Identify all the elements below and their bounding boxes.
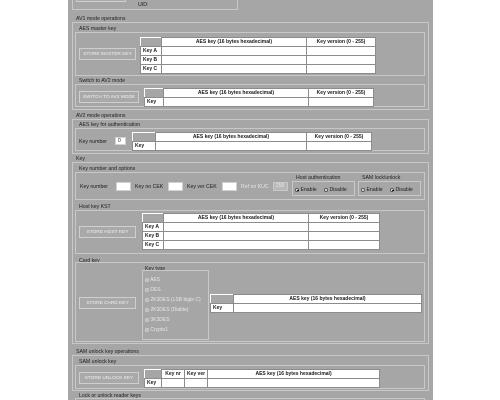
master-key-a-input[interactable] (162, 47, 307, 56)
master-key-row-a: Key A (141, 47, 162, 56)
key-type-2k3des-lsb-radio[interactable] (145, 298, 149, 302)
key-type-des-radio[interactable] (145, 288, 149, 292)
switch-key-version[interactable] (309, 98, 374, 107)
unlock-key-aes-input[interactable] (208, 379, 380, 388)
card-key-table (210, 294, 422, 313)
host-auth-disable[interactable] (324, 187, 347, 193)
key-type-3k3des-radio[interactable] (145, 318, 149, 322)
auth-key-number-label: Key number (79, 139, 107, 145)
key-type-aes[interactable] (145, 277, 160, 283)
sam-lock-enable-radio[interactable] (361, 188, 365, 192)
sam-lock-title: SAM lock/unlock (362, 175, 401, 181)
switch-key-table (144, 88, 374, 107)
unlock-key-col-aes: AES key (16 bytes hexadecimal) (208, 370, 380, 379)
host-auth-title: Host authentication (296, 175, 341, 181)
host-auth-disable-radio[interactable] (324, 188, 328, 192)
sam-lock-disable[interactable] (390, 187, 413, 193)
host-key-a-version[interactable] (309, 223, 380, 232)
key-type-aes-radio[interactable] (145, 278, 149, 282)
master-key-table (140, 37, 376, 74)
auth-key-title: AES key for authentication (79, 122, 141, 128)
key-type-title: Key type (145, 266, 166, 272)
key-ver-cek-label: Key ver CEK (187, 184, 217, 190)
host-key-col-version: Key version (0 - 255) (309, 214, 380, 223)
sam-lock-disable-radio[interactable] (390, 188, 394, 192)
store-master-key-button[interactable]: STORE MASTER KEY (79, 48, 136, 60)
host-key-title: Host key KST (79, 204, 111, 210)
unlock-key-col-ver: Key ver (185, 370, 208, 379)
sam-unlock-section-title: SAM unlock key operations (76, 349, 139, 355)
auth-key-row: Key (133, 142, 156, 151)
key-number-input[interactable] (116, 182, 131, 191)
key-type-2k3des-radio[interactable] (145, 308, 149, 312)
host-key-c-version[interactable] (309, 241, 380, 250)
switch-av2-title: Switch to AV2 mode (79, 78, 126, 84)
switch-key-col-aes: AES key (16 bytes hexadecimal) (164, 89, 309, 98)
auth-key-col-version: Key version (0 - 255) (307, 133, 372, 142)
host-key-row-b: Key B (143, 232, 164, 241)
card-key-title: Card key (79, 258, 100, 264)
master-key-b-input[interactable] (162, 56, 307, 65)
host-key-row-c: Key C (143, 241, 164, 250)
unlock-key-nr-input[interactable] (162, 379, 185, 388)
card-key-input[interactable] (234, 304, 422, 313)
host-key-col-aes: AES key (16 bytes hexadecimal) (164, 214, 309, 223)
auth-key-col-aes: AES key (16 bytes hexadecimal) (156, 133, 307, 142)
key-type-crypto1-radio[interactable] (145, 328, 149, 332)
av1-section-title: AV1 mode operations (76, 16, 126, 22)
unlock-key-row: Key (145, 379, 162, 388)
host-key-table (142, 213, 380, 250)
master-key-a-version[interactable] (307, 47, 376, 56)
master-key-c-version[interactable] (307, 65, 376, 74)
host-key-a-input[interactable] (164, 223, 309, 232)
key-type-des-label: DES (150, 287, 161, 293)
key-type-3k3des[interactable] (145, 317, 170, 323)
host-auth-enable-radio[interactable] (295, 188, 299, 192)
auth-key-input[interactable] (156, 142, 307, 151)
store-host-key-button[interactable]: STORE HOST KEY (79, 226, 136, 238)
sam-lock-enable[interactable] (361, 187, 383, 193)
auth-key-version[interactable] (307, 142, 372, 151)
lock-reader-keys-title: Lock or unlock reader keys (79, 393, 141, 399)
switch-to-av2-button[interactable]: SWITCH TO AV2 MODE (79, 91, 139, 103)
key-type-3k3des-label: 3K3DES (150, 317, 170, 323)
key-section-title: Key (76, 156, 85, 162)
key-type-2k3des[interactable] (145, 307, 188, 313)
master-key-b-version[interactable] (307, 56, 376, 65)
key-type-2k3des-label: 2K3DES (Diable) (150, 307, 189, 313)
key-type-crypto1[interactable] (145, 327, 168, 333)
host-auth-disable-label: Disable (329, 187, 347, 193)
key-number-label: Key number (80, 184, 108, 190)
top-button[interactable] (76, 0, 126, 2)
card-key-row: Key (211, 304, 234, 313)
host-key-b-version[interactable] (309, 232, 380, 241)
av2-section-title: AV2 mode operations (76, 113, 126, 119)
ref-no-kuc-label: Ref no KUC (241, 184, 269, 190)
switch-key-input[interactable] (164, 98, 309, 107)
sam-lock-enable-label: Enable (366, 187, 383, 193)
key-type-des[interactable] (145, 287, 161, 293)
switch-key-col-version: Key version (0 - 255) (309, 89, 374, 98)
master-key-col-version: Key version (0 - 255) (307, 38, 376, 47)
card-key-col-aes: AES key (16 bytes hexadecimal) (234, 295, 422, 304)
key-type-crypto1-label: Crypto1 (150, 327, 168, 333)
host-auth-enable[interactable] (295, 187, 317, 193)
key-options-title: Key number and options (79, 166, 136, 172)
store-card-key-button[interactable]: STORE CARD KEY (79, 297, 136, 309)
master-key-col-aes: AES key (16 bytes hexadecimal) (162, 38, 307, 47)
sam-unlock-key-title: SAM unlock key (79, 359, 117, 365)
host-key-row-a: Key A (143, 223, 164, 232)
master-key-row-c: Key C (141, 65, 162, 74)
master-key-title: AES master key (79, 26, 117, 32)
unlock-key-table (144, 369, 380, 388)
key-no-cek-input[interactable] (168, 182, 183, 191)
key-type-2k3des-lsb-label: 2K3DES (LSB bigle C) (150, 297, 201, 303)
sam-config-panel (68, 0, 433, 400)
host-auth-enable-label: Enable (300, 187, 317, 193)
ref-no-kuc-input[interactable]: 255 (273, 182, 288, 191)
sam-lock-disable-label: Disable (395, 187, 413, 193)
master-key-row-b: Key B (141, 56, 162, 65)
switch-key-row: Key (145, 98, 164, 107)
auth-key-number-input[interactable]: 0 (115, 137, 126, 145)
master-key-c-input[interactable] (162, 65, 307, 74)
unlock-key-col-nr: Key nr (162, 370, 185, 379)
host-key-c-input[interactable] (164, 241, 309, 250)
host-key-b-input[interactable] (164, 232, 309, 241)
uid-label: UID: (138, 2, 149, 8)
key-type-2k3des-lsb[interactable] (145, 297, 201, 303)
key-ver-cek-input[interactable] (222, 182, 237, 191)
key-type-aes-label: AES (150, 277, 161, 283)
key-no-cek-label: Key no CEK (135, 184, 164, 190)
store-unlock-key-button[interactable]: STORE UNLOCK KEY (79, 372, 139, 384)
auth-key-table (132, 132, 372, 151)
unlock-key-ver-input[interactable] (185, 379, 208, 388)
